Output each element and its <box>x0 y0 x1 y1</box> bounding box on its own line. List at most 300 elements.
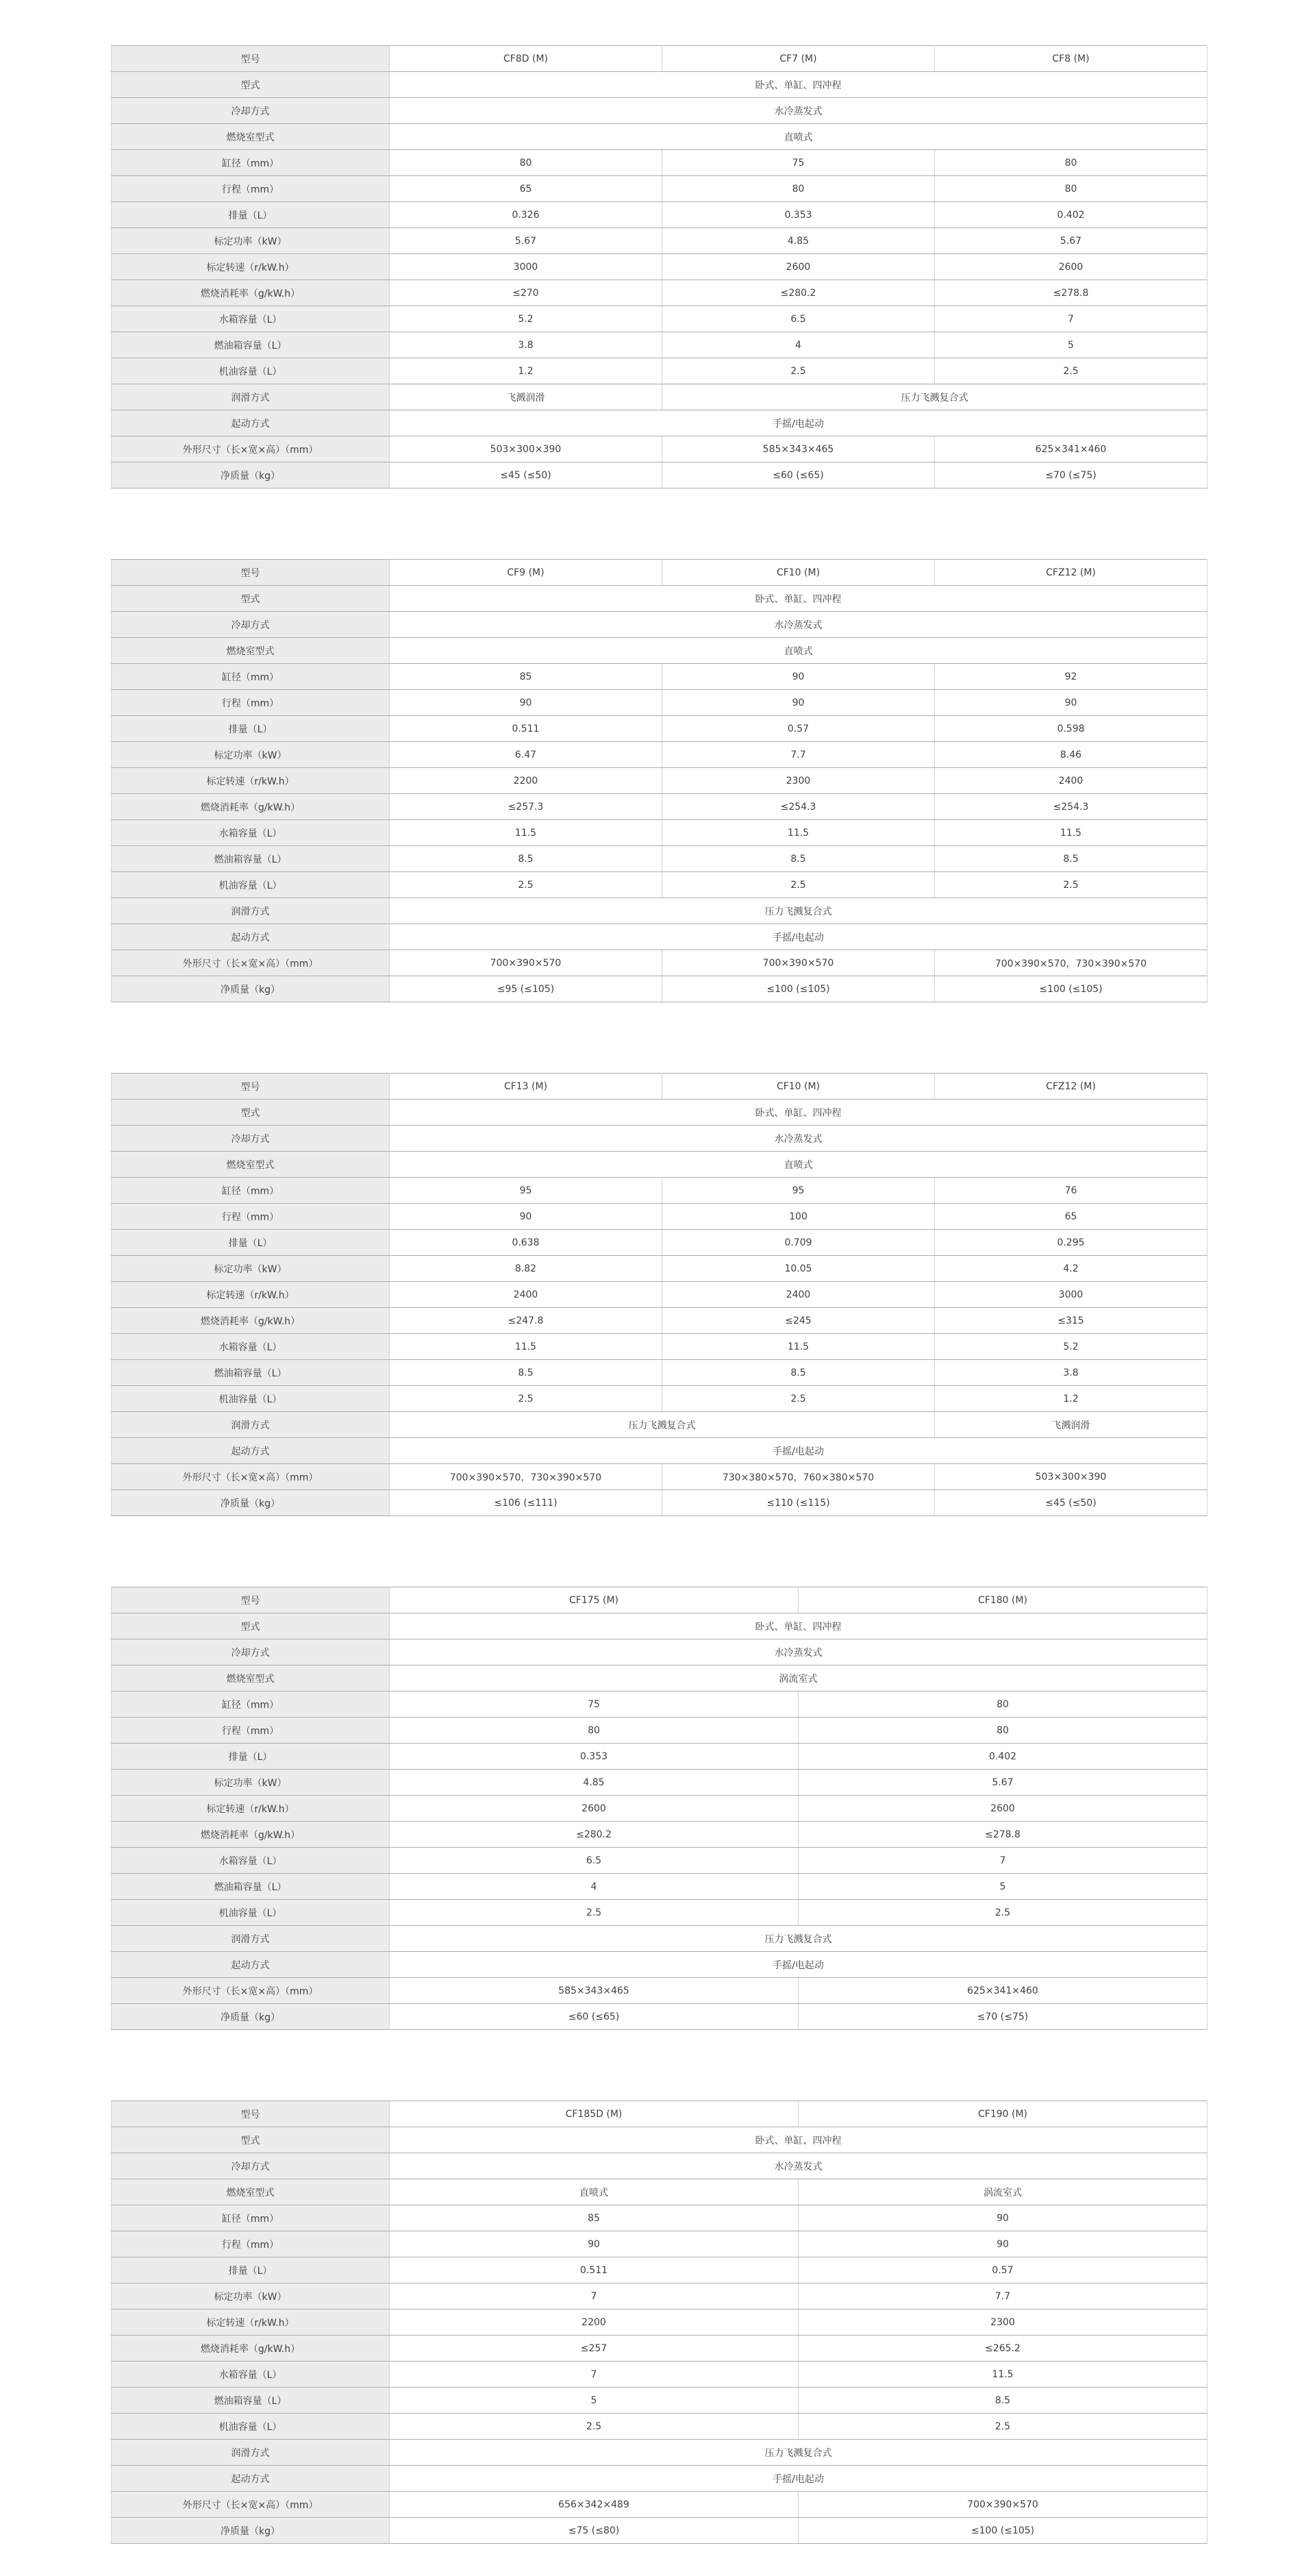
spec-row <box>112 1900 1207 1926</box>
row-label: 润滑方式 <box>112 1926 390 1952</box>
spec-value-cell: 2400 <box>390 1282 662 1308</box>
spec-value-cell: ≤245 <box>662 1308 935 1334</box>
spec-value-cell: 4.2 <box>935 1256 1207 1282</box>
spec-value-cell: ≤257.3 <box>390 794 662 820</box>
spec-value-cell: 700×390×570 <box>662 950 935 976</box>
spec-row <box>112 2257 1207 2283</box>
spec-value-cell: 100 <box>662 1204 935 1230</box>
spec-value-cell: 3000 <box>390 254 662 280</box>
row-label: 润滑方式 <box>112 1412 390 1438</box>
model-name-cell: CF175 (M) <box>390 1587 799 1613</box>
spec-value-cell: ≤280.2 <box>390 1822 799 1848</box>
spec-row <box>112 1256 1207 1282</box>
spec-value-cell: 直喷式 <box>390 1152 1207 1178</box>
spec-value-cell: 0.326 <box>390 202 662 228</box>
row-label: 外形尺寸（长×宽×高）（mm） <box>112 1464 390 1490</box>
spec-value-cell: 6.5 <box>390 1848 799 1874</box>
spec-value-cell: 90 <box>390 2231 799 2257</box>
spec-value-cell: 7.7 <box>799 2283 1207 2309</box>
spec-value-cell: 0.57 <box>799 2257 1207 2283</box>
row-label: 缸径（mm） <box>112 150 390 176</box>
spec-value-cell: 3.8 <box>935 1360 1207 1386</box>
spec-value-cell: 3000 <box>935 1282 1207 1308</box>
row-label: 外形尺寸（长×宽×高）（mm） <box>112 950 390 976</box>
spec-value-cell: 80 <box>799 1692 1207 1718</box>
row-label: 标定转速（r/kW.h） <box>112 254 390 280</box>
spec-value-cell: 2200 <box>390 768 662 794</box>
spec-row <box>112 1412 1207 1438</box>
spec-row <box>112 254 1207 280</box>
spec-value-cell: 2.5 <box>935 872 1207 898</box>
spec-value-cell: ≤45 (≤50) <box>390 462 662 488</box>
spec-value-cell: 6.5 <box>662 306 935 332</box>
spec-value-cell: 7 <box>390 2362 799 2388</box>
spec-value-cell: 0.57 <box>662 716 935 742</box>
row-label: 燃油箱容量（L） <box>112 1360 390 1386</box>
spec-value-cell: ≤100 (≤105) <box>935 976 1207 1002</box>
spec-row <box>112 2179 1207 2205</box>
row-label: 标定转速（r/kW.h） <box>112 768 390 794</box>
spec-value-cell: 11.5 <box>935 820 1207 846</box>
spec-value-cell: 0.511 <box>390 2257 799 2283</box>
spec-row <box>112 358 1207 384</box>
row-label: 行程（mm） <box>112 1718 390 1744</box>
spec-value-cell: 90 <box>390 1204 662 1230</box>
spec-value-cell: 2300 <box>662 768 935 794</box>
spec-value-cell: 90 <box>390 690 662 716</box>
row-label: 燃烧消耗率（g/kW.h） <box>112 280 390 306</box>
spec-row <box>112 1613 1207 1639</box>
row-label: 冷却方式 <box>112 612 390 638</box>
row-label: 型式 <box>112 2127 390 2153</box>
row-label: 水箱容量（L） <box>112 820 390 846</box>
spec-value-cell: 水冷蒸发式 <box>390 2153 1207 2179</box>
row-label: 标定转速（r/kW.h） <box>112 2309 390 2336</box>
row-label: 燃油箱容量（L） <box>112 846 390 872</box>
row-label: 排量（L） <box>112 2257 390 2283</box>
spec-value-cell: 2.5 <box>390 1386 662 1412</box>
spec-value-cell: 503×300×390 <box>935 1464 1207 1490</box>
spec-table <box>111 2101 1207 2544</box>
row-label: 燃烧消耗率（g/kW.h） <box>112 1822 390 1848</box>
spec-value-cell: ≤60 (≤65) <box>390 2004 799 2030</box>
row-label: 水箱容量（L） <box>112 306 390 332</box>
spec-row <box>112 1386 1207 1412</box>
spec-row <box>112 1692 1207 1718</box>
spec-row <box>112 1744 1207 1770</box>
spec-row <box>112 1230 1207 1256</box>
spec-row <box>112 1204 1207 1230</box>
spec-row <box>112 950 1207 976</box>
spec-row <box>112 1796 1207 1822</box>
spec-value-cell: 65 <box>390 176 662 202</box>
spec-row <box>112 2414 1207 2440</box>
row-label: 标定功率（kW） <box>112 1256 390 1282</box>
spec-value-cell: 3.8 <box>390 332 662 358</box>
spec-value-cell: ≤106 (≤111) <box>390 1490 662 1516</box>
spec-row <box>112 1926 1207 1952</box>
row-label: 行程（mm） <box>112 1204 390 1230</box>
spec-value-cell: ≤254.3 <box>662 794 935 820</box>
spec-value-cell: 85 <box>390 664 662 690</box>
model-name-cell: CF7 (M) <box>662 46 935 72</box>
row-label: 型号 <box>112 46 390 72</box>
spec-value-cell: 2.5 <box>662 358 935 384</box>
spec-value-cell: 7.7 <box>662 742 935 768</box>
spec-value-cell: 75 <box>390 1692 799 1718</box>
row-label: 燃油箱容量（L） <box>112 1874 390 1900</box>
row-label: 冷却方式 <box>112 98 390 124</box>
row-label: 排量（L） <box>112 1744 390 1770</box>
spec-row <box>112 2309 1207 2336</box>
spec-value-cell: 8.46 <box>935 742 1207 768</box>
spec-row <box>112 462 1207 488</box>
spec-row <box>112 586 1207 612</box>
row-label: 排量（L） <box>112 716 390 742</box>
spec-row <box>112 898 1207 924</box>
spec-value-cell: 700×390×570 <box>799 2492 1207 2518</box>
row-label: 排量（L） <box>112 202 390 228</box>
model-name-cell: CF9 (M) <box>390 560 662 586</box>
row-label: 型式 <box>112 586 390 612</box>
spec-value-cell: 90 <box>799 2231 1207 2257</box>
spec-value-cell: 水冷蒸发式 <box>390 1126 1207 1152</box>
spec-row <box>112 1308 1207 1334</box>
spec-row <box>112 2440 1207 2466</box>
spec-row <box>112 2336 1207 2362</box>
row-label: 缸径（mm） <box>112 1178 390 1204</box>
spec-row <box>112 2362 1207 2388</box>
spec-value-cell: 7 <box>799 1848 1207 1874</box>
spec-value-cell: 85 <box>390 2205 799 2231</box>
spec-value-cell: ≤315 <box>935 1308 1207 1334</box>
spec-value-cell: 8.82 <box>390 1256 662 1282</box>
row-label: 行程（mm） <box>112 690 390 716</box>
spec-value-cell: 700×390×570，730×390×570 <box>390 1464 662 1490</box>
spec-value-cell: 5.67 <box>799 1770 1207 1796</box>
spec-value-cell: ≤70 (≤75) <box>935 462 1207 488</box>
spec-row <box>112 820 1207 846</box>
spec-value-cell: 11.5 <box>390 820 662 846</box>
spec-value-cell: 0.709 <box>662 1230 935 1256</box>
row-label: 机油容量（L） <box>112 872 390 898</box>
spec-row <box>112 1848 1207 1874</box>
spec-table <box>111 1073 1207 1516</box>
spec-value-cell: 2600 <box>799 1796 1207 1822</box>
spec-value-cell: 5.67 <box>935 228 1207 254</box>
spec-row <box>112 1334 1207 1360</box>
row-label: 机油容量（L） <box>112 1386 390 1412</box>
model-name-cell: CFZ12 (M) <box>935 1074 1207 1100</box>
row-label: 外形尺寸（长×宽×高）（mm） <box>112 436 390 462</box>
spec-value-cell: 2300 <box>799 2309 1207 2336</box>
spec-table <box>111 45 1207 488</box>
spec-row <box>112 1874 1207 1900</box>
spec-value-cell: 700×390×570 <box>390 950 662 976</box>
spec-value-cell: 8.5 <box>799 2388 1207 2414</box>
spec-value-cell: 0.353 <box>390 1744 799 1770</box>
spec-value-cell: 80 <box>662 176 935 202</box>
spec-value-cell: 5.67 <box>390 228 662 254</box>
spec-value-cell: 6.47 <box>390 742 662 768</box>
spec-value-cell: ≤70 (≤75) <box>799 2004 1207 2030</box>
spec-row <box>112 2231 1207 2257</box>
spec-value-cell: 压力飞溅复合式 <box>390 898 1207 924</box>
row-label: 缸径（mm） <box>112 2205 390 2231</box>
spec-value-cell: 2400 <box>662 1282 935 1308</box>
row-label: 外形尺寸（长×宽×高）（mm） <box>112 1978 390 2004</box>
spec-value-cell: 11.5 <box>662 1334 935 1360</box>
model-name-cell: CF13 (M) <box>390 1074 662 1100</box>
spec-row <box>112 976 1207 1002</box>
spec-row <box>112 1178 1207 1204</box>
spec-value-cell: ≤110 (≤115) <box>662 1490 935 1516</box>
spec-value-cell: 5.2 <box>390 306 662 332</box>
row-label: 冷却方式 <box>112 1126 390 1152</box>
spec-value-cell: 5 <box>390 2388 799 2414</box>
row-label: 外形尺寸（长×宽×高）（mm） <box>112 2492 390 2518</box>
spec-value-cell: ≤265.2 <box>799 2336 1207 2362</box>
spec-value-cell: ≤257 <box>390 2336 799 2362</box>
spec-value-cell: 0.598 <box>935 716 1207 742</box>
spec-row <box>112 176 1207 202</box>
spec-value-cell: 75 <box>662 150 935 176</box>
spec-value-cell: 0.295 <box>935 1230 1207 1256</box>
model-name-cell: CF8 (M) <box>935 46 1207 72</box>
spec-value-cell: 涡流室式 <box>390 1665 1207 1692</box>
spec-value-cell: 1.2 <box>935 1386 1207 1412</box>
spec-value-cell: 4 <box>390 1874 799 1900</box>
row-label: 水箱容量（L） <box>112 1848 390 1874</box>
spec-value-cell: ≤278.8 <box>935 280 1207 306</box>
model-name-cell: CFZ12 (M) <box>935 560 1207 586</box>
row-label: 标定转速（r/kW.h） <box>112 1282 390 1308</box>
spec-row <box>112 384 1207 410</box>
spec-row <box>112 1282 1207 1308</box>
row-label: 燃油箱容量（L） <box>112 2388 390 2414</box>
spec-value-cell: 0.353 <box>662 202 935 228</box>
spec-value-cell: 2.5 <box>662 872 935 898</box>
spec-row <box>112 2127 1207 2153</box>
spec-row <box>112 846 1207 872</box>
spec-value-cell: 625×341×460 <box>935 436 1207 462</box>
spec-value-cell: 700×390×570，730×390×570 <box>935 950 1207 976</box>
spec-value-cell: ≤254.3 <box>935 794 1207 820</box>
model-name-cell: CF180 (M) <box>799 1587 1207 1613</box>
model-name-cell: CF190 (M) <box>799 2101 1207 2127</box>
row-label: 型号 <box>112 1074 390 1100</box>
spec-value-cell: 2200 <box>390 2309 799 2336</box>
spec-row <box>112 1770 1207 1796</box>
spec-value-cell: 0.402 <box>799 1744 1207 1770</box>
spec-value-cell: 手摇/电起动 <box>390 410 1207 436</box>
spec-value-cell: 5 <box>935 332 1207 358</box>
spec-row <box>112 280 1207 306</box>
spec-value-cell: 2600 <box>935 254 1207 280</box>
spec-value-cell: ≤247.8 <box>390 1308 662 1334</box>
row-label: 燃烧室型式 <box>112 1152 390 1178</box>
spec-value-cell: 625×341×460 <box>799 1978 1207 2004</box>
spec-value-cell: 4.85 <box>390 1770 799 1796</box>
spec-value-cell: 80 <box>390 1718 799 1744</box>
row-label: 燃油箱容量（L） <box>112 332 390 358</box>
row-label: 净质量（kg） <box>112 2518 390 2544</box>
spec-row <box>112 124 1207 150</box>
spec-value-cell: 90 <box>799 2205 1207 2231</box>
spec-value-cell: 手摇/电起动 <box>390 1952 1207 1978</box>
row-label: 净质量（kg） <box>112 1490 390 1516</box>
spec-row <box>112 768 1207 794</box>
row-label: 标定功率（kW） <box>112 742 390 768</box>
spec-value-cell: 90 <box>662 690 935 716</box>
row-label: 净质量（kg） <box>112 2004 390 2030</box>
spec-value-cell: ≤278.8 <box>799 1822 1207 1848</box>
row-label: 燃烧消耗率（g/kW.h） <box>112 1308 390 1334</box>
spec-value-cell: 手摇/电起动 <box>390 1438 1207 1464</box>
spec-row <box>112 306 1207 332</box>
spec-value-cell: 8.5 <box>662 846 935 872</box>
spec-value-cell: 95 <box>662 1178 935 1204</box>
row-label: 型号 <box>112 560 390 586</box>
row-label: 型号 <box>112 2101 390 2127</box>
spec-row <box>112 228 1207 254</box>
row-label: 标定功率（kW） <box>112 228 390 254</box>
spec-value-cell: ≤95 (≤105) <box>390 976 662 1002</box>
row-label: 缸径（mm） <box>112 1692 390 1718</box>
row-label: 冷却方式 <box>112 2153 390 2179</box>
spec-row <box>112 924 1207 950</box>
row-label: 润滑方式 <box>112 2440 390 2466</box>
spec-row <box>112 1152 1207 1178</box>
spec-value-cell: 5 <box>799 1874 1207 1900</box>
spec-value-cell: 656×342×489 <box>390 2492 799 2518</box>
spec-value-cell: 8.5 <box>662 1360 935 1386</box>
spec-value-cell: 8.5 <box>935 846 1207 872</box>
spec-value-cell: 90 <box>662 664 935 690</box>
row-label: 起动方式 <box>112 2466 390 2492</box>
spec-row <box>112 1464 1207 1490</box>
spec-value-cell: 卧式、单缸、四冲程 <box>390 72 1207 98</box>
model-header-row <box>112 1074 1207 1100</box>
spec-value-cell: 11.5 <box>662 820 935 846</box>
row-label: 排量（L） <box>112 1230 390 1256</box>
spec-value-cell: 5.2 <box>935 1334 1207 1360</box>
spec-row <box>112 202 1207 228</box>
row-label: 机油容量（L） <box>112 2414 390 2440</box>
spec-value-cell: 90 <box>935 690 1207 716</box>
spec-row <box>112 1126 1207 1152</box>
spec-value-cell: 2.5 <box>935 358 1207 384</box>
spec-value-cell: 10.05 <box>662 1256 935 1282</box>
spec-row <box>112 1360 1207 1386</box>
spec-row <box>112 794 1207 820</box>
spec-value-cell: 11.5 <box>390 1334 662 1360</box>
spec-row <box>112 72 1207 98</box>
row-label: 燃烧室型式 <box>112 1665 390 1692</box>
spec-value-cell: 0.511 <box>390 716 662 742</box>
spec-value-cell: ≤100 (≤105) <box>662 976 935 1002</box>
spec-row <box>112 2388 1207 2414</box>
spec-value-cell: 卧式、单缸、四冲程 <box>390 1100 1207 1126</box>
spec-value-cell: 飞溅润滑 <box>935 1412 1207 1438</box>
spec-row <box>112 690 1207 716</box>
spec-value-cell: 直喷式 <box>390 124 1207 150</box>
spec-value-cell: 11.5 <box>799 2362 1207 2388</box>
spec-value-cell: ≤75 (≤80) <box>390 2518 799 2544</box>
spec-row <box>112 98 1207 124</box>
spec-value-cell: 8.5 <box>390 846 662 872</box>
spec-row <box>112 2153 1207 2179</box>
spec-value-cell: 卧式、单缸、四冲程 <box>390 586 1207 612</box>
spec-value-cell: 8.5 <box>390 1360 662 1386</box>
row-label: 型式 <box>112 1613 390 1639</box>
row-label: 燃烧室型式 <box>112 2179 390 2205</box>
model-name-cell: CF185D (M) <box>390 2101 799 2127</box>
row-label: 行程（mm） <box>112 176 390 202</box>
spec-value-cell: 585×343×465 <box>390 1978 799 2004</box>
model-name-cell: CF10 (M) <box>662 560 935 586</box>
row-label: 机油容量（L） <box>112 1900 390 1926</box>
spec-value-cell: 压力飞溅复合式 <box>662 384 1207 410</box>
spec-value-cell: 2.5 <box>390 1900 799 1926</box>
spec-row <box>112 872 1207 898</box>
spec-value-cell: 2.5 <box>390 2414 799 2440</box>
spec-value-cell: 730×380×570，760×380×570 <box>662 1464 935 1490</box>
row-label: 型号 <box>112 1587 390 1613</box>
spec-row <box>112 612 1207 638</box>
spec-value-cell: 95 <box>390 1178 662 1204</box>
row-label: 标定转速（r/kW.h） <box>112 1796 390 1822</box>
spec-value-cell: ≤270 <box>390 280 662 306</box>
row-label: 起动方式 <box>112 1952 390 1978</box>
spec-row <box>112 436 1207 462</box>
spec-value-cell: 585×343×465 <box>662 436 935 462</box>
row-label: 水箱容量（L） <box>112 2362 390 2388</box>
spec-value-cell: 76 <box>935 1178 1207 1204</box>
spec-value-cell: 直喷式 <box>390 638 1207 664</box>
spec-value-cell: 压力飞溅复合式 <box>390 2440 1207 2466</box>
spec-value-cell: 压力飞溅复合式 <box>390 1926 1207 1952</box>
spec-value-cell: 4.85 <box>662 228 935 254</box>
spec-value-cell: 直喷式 <box>390 2179 799 2205</box>
spec-row <box>112 1822 1207 1848</box>
row-label: 型式 <box>112 1100 390 1126</box>
spec-value-cell: 80 <box>390 150 662 176</box>
spec-row <box>112 1490 1207 1516</box>
spec-row <box>112 1639 1207 1665</box>
row-label: 标定功率（kW） <box>112 2283 390 2309</box>
spec-value-cell: 水冷蒸发式 <box>390 612 1207 638</box>
row-label: 燃烧消耗率（g/kW.h） <box>112 2336 390 2362</box>
spec-table <box>111 1587 1207 2030</box>
spec-value-cell: 手摇/电起动 <box>390 2466 1207 2492</box>
spec-row <box>112 1978 1207 2004</box>
row-label: 燃烧室型式 <box>112 124 390 150</box>
row-label: 起动方式 <box>112 924 390 950</box>
spec-value-cell: 水冷蒸发式 <box>390 98 1207 124</box>
spec-value-cell: 2600 <box>662 254 935 280</box>
spec-row <box>112 2466 1207 2492</box>
spec-value-cell: ≤100 (≤105) <box>799 2518 1207 2544</box>
model-name-cell: CF8D (M) <box>390 46 662 72</box>
spec-row <box>112 638 1207 664</box>
row-label: 燃烧室型式 <box>112 638 390 664</box>
spec-value-cell: 2600 <box>390 1796 799 1822</box>
spec-row <box>112 2492 1207 2518</box>
spec-row <box>112 332 1207 358</box>
spec-table <box>111 559 1207 1002</box>
spec-value-cell: 飞溅润滑 <box>390 384 662 410</box>
